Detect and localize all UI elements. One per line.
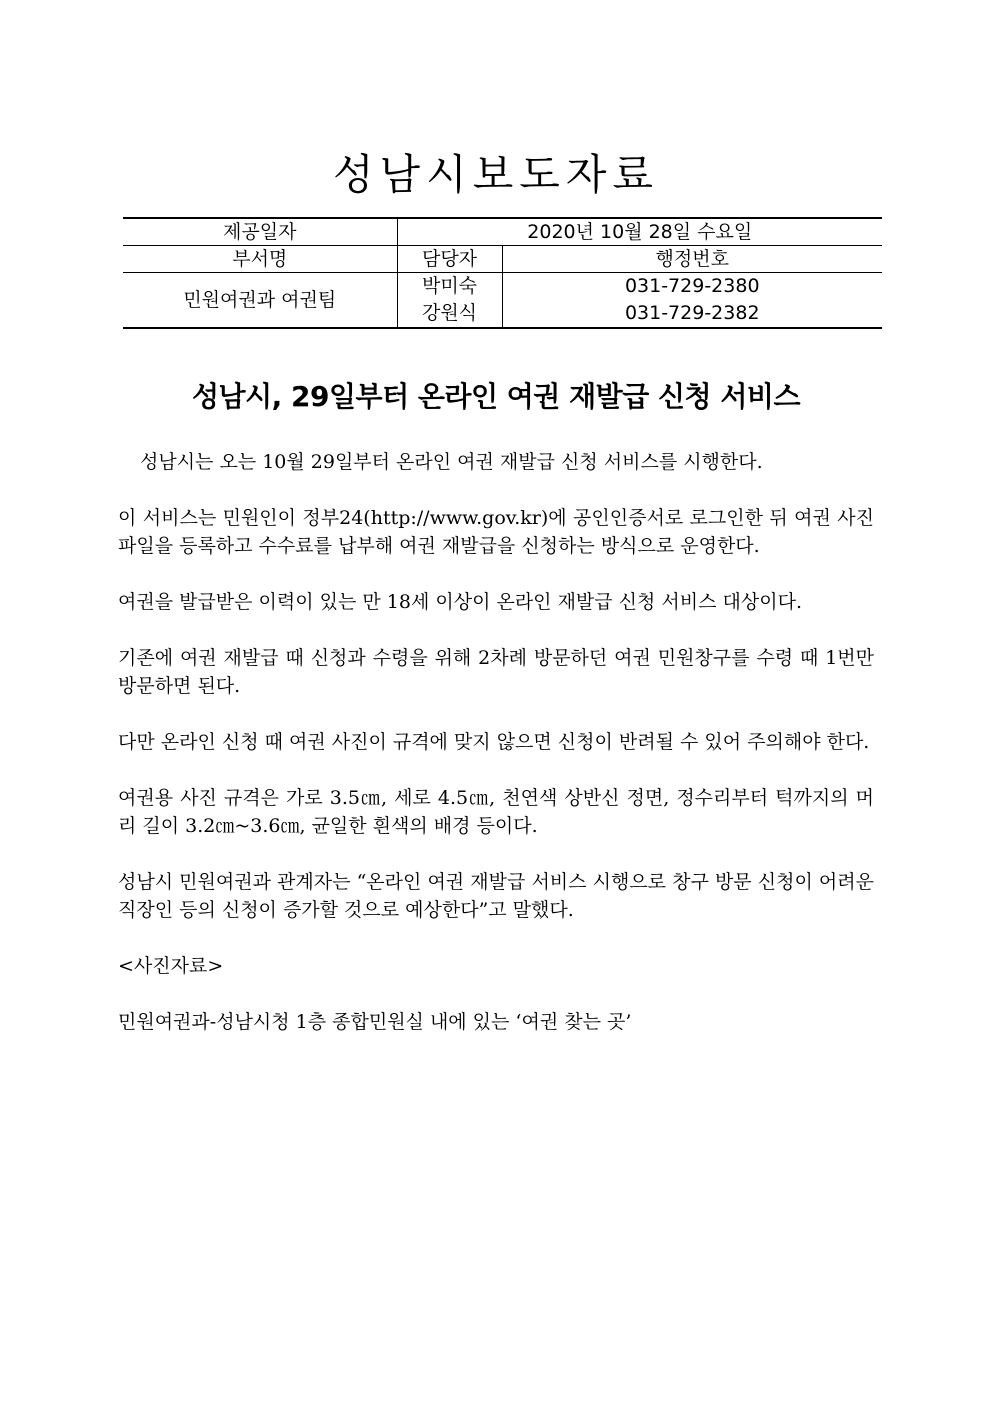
date-value: 2020년 10월 28일 수요일	[397, 218, 882, 246]
paragraph: 기존에 여권 재발급 때 신청과 수령을 위해 2차례 방문하던 여권 민원창구를 수령 때 1번만 방문하면 된다.	[118, 647, 874, 697]
contact-phone: 031-729-2380	[624, 275, 760, 297]
headline: 성남시, 29일부터 온라인 여권 재발급 신청 서비스	[191, 380, 800, 413]
date-row	[123, 218, 882, 246]
paragraph: 여권을 발급받은 이력이 있는 만 18세 이상이 온라인 재발급 신청 서비스 대상이다.	[118, 591, 802, 613]
contact-phones	[502, 273, 882, 329]
contact-names	[397, 273, 502, 329]
date-label: 제공일자	[123, 218, 397, 246]
contact-phone: 031-729-2382	[624, 302, 760, 324]
photo-caption: 민원여권과-성남시청 1층 종합민원실 내에 있는 ‘여권 찾는 곳’	[118, 1011, 632, 1033]
dept-label: 부서명	[123, 246, 397, 273]
info-table	[123, 217, 882, 329]
dept-value: 민원여권과 여권팀	[123, 273, 397, 329]
page-title: 성남시보도자료	[332, 150, 659, 199]
photo-section-label: <사진자료>	[118, 955, 224, 977]
paragraph: 여권용 사진 규격은 가로 3.5㎝, 세로 4.5㎝, 천연색 상반신 정면, 정수리부터 턱까지의 머리 길이 3.2㎝~3.6㎝, 균일한 흰색의 배경 등이다.	[118, 787, 874, 837]
paragraph: 이 서비스는 민원인이 정부24(http://www.gov.kr)에 공인인증서로 로그인한 뒤 여권 사진 파일을 등록하고 수수료를 납부해 여권 재발급을 신청하는 방식으로 운영한다.	[118, 507, 874, 557]
paragraph: 성남시 민원여권과 관계자는 “온라인 여권 재발급 서비스 시행으로 창구 방문 신청이 어려운 직장인 등의 신청이 증가할 것으로 예상한다”고 말했다.	[118, 871, 874, 921]
contact-label: 담당자	[397, 246, 502, 273]
contact-name: 강원식	[421, 302, 478, 324]
paragraph: 성남시는 오는 10월 29일부터 온라인 여권 재발급 신청 서비스를 시행한다.	[140, 451, 763, 473]
phone-label: 행정번호	[502, 246, 882, 273]
article-body	[118, 448, 874, 1064]
paragraph: 다만 온라인 신청 때 여권 사진이 규격에 맞지 않으면 신청이 반려될 수 있어 주의해야 한다.	[118, 731, 870, 753]
header-row	[123, 246, 882, 273]
contact-row	[123, 273, 882, 329]
contact-name: 박미숙	[421, 275, 478, 297]
